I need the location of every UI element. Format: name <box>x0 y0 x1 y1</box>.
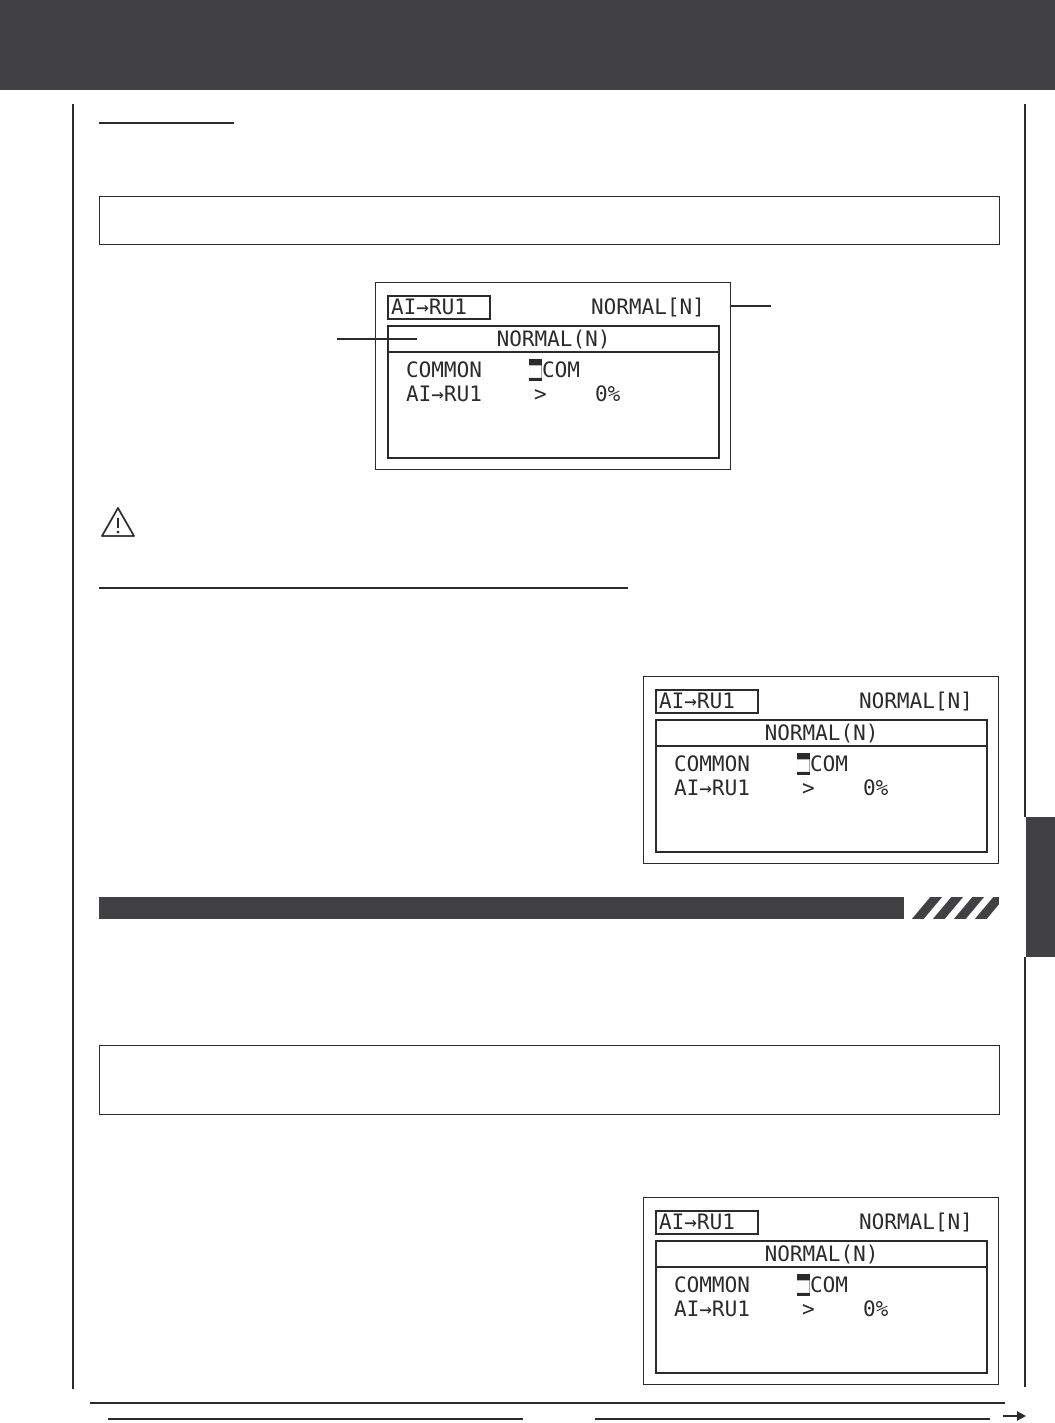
common-value: COM <box>542 358 580 382</box>
common-label: COMMON <box>406 358 482 382</box>
mix-value: 0% <box>863 776 889 800</box>
cursor-mark: ■ <box>529 358 542 382</box>
condition-header: NORMAL(N) <box>657 721 986 747</box>
cursor-mark: ■ <box>797 752 810 776</box>
condition-tag: NORMAL[N] <box>859 689 973 713</box>
footer-rule-left <box>108 1418 523 1420</box>
warning-triangle-icon <box>100 505 136 539</box>
mix-label: AI→RU1 <box>674 776 750 800</box>
mix-label: AI→RU1 <box>406 382 482 406</box>
info-box <box>99 1045 1000 1115</box>
lcd-screen <box>375 282 731 470</box>
mix-symbol: > <box>802 776 815 800</box>
callout-line-condition <box>731 305 771 307</box>
info-box <box>99 196 1000 245</box>
mix-symbol: > <box>802 1297 815 1321</box>
condition-header: NORMAL(N) <box>389 327 718 353</box>
common-value: COM <box>810 1273 848 1297</box>
lcd-inner-frame <box>655 1240 988 1374</box>
lcd-screen <box>643 676 999 864</box>
function-tag: AI→RU1 <box>387 295 491 320</box>
function-tag: AI→RU1 <box>655 1210 759 1235</box>
common-label: COMMON <box>674 752 750 776</box>
subsection-underline <box>99 587 628 589</box>
common-value: COM <box>810 752 848 776</box>
mix-label: AI→RU1 <box>674 1297 750 1321</box>
chapter-thumb-tab <box>1026 817 1055 957</box>
section-heading-underline <box>99 122 234 124</box>
right-margin-rule-upper <box>1024 104 1026 817</box>
mix-symbol: > <box>534 382 547 406</box>
section-band <box>99 897 999 919</box>
callout-line-header <box>337 338 417 340</box>
condition-tag: NORMAL[N] <box>859 1210 973 1234</box>
mix-value: 0% <box>595 382 621 406</box>
page-header-bar <box>0 0 1055 90</box>
left-margin-rule <box>72 104 74 1389</box>
lcd-inner-frame <box>387 325 720 459</box>
mix-value: 0% <box>863 1297 889 1321</box>
cursor-mark: ■ <box>797 1273 810 1297</box>
lcd-inner-frame <box>655 719 988 853</box>
arrow-right-icon[interactable] <box>1003 1410 1027 1422</box>
condition-header: NORMAL(N) <box>657 1242 986 1268</box>
common-label: COMMON <box>674 1273 750 1297</box>
condition-tag: NORMAL[N] <box>591 295 705 319</box>
right-margin-rule-lower <box>1024 957 1026 1387</box>
footer-rule <box>90 1402 1005 1404</box>
footer-rule-right <box>595 1418 990 1420</box>
function-tag: AI→RU1 <box>655 689 759 714</box>
lcd-screen <box>643 1197 999 1385</box>
